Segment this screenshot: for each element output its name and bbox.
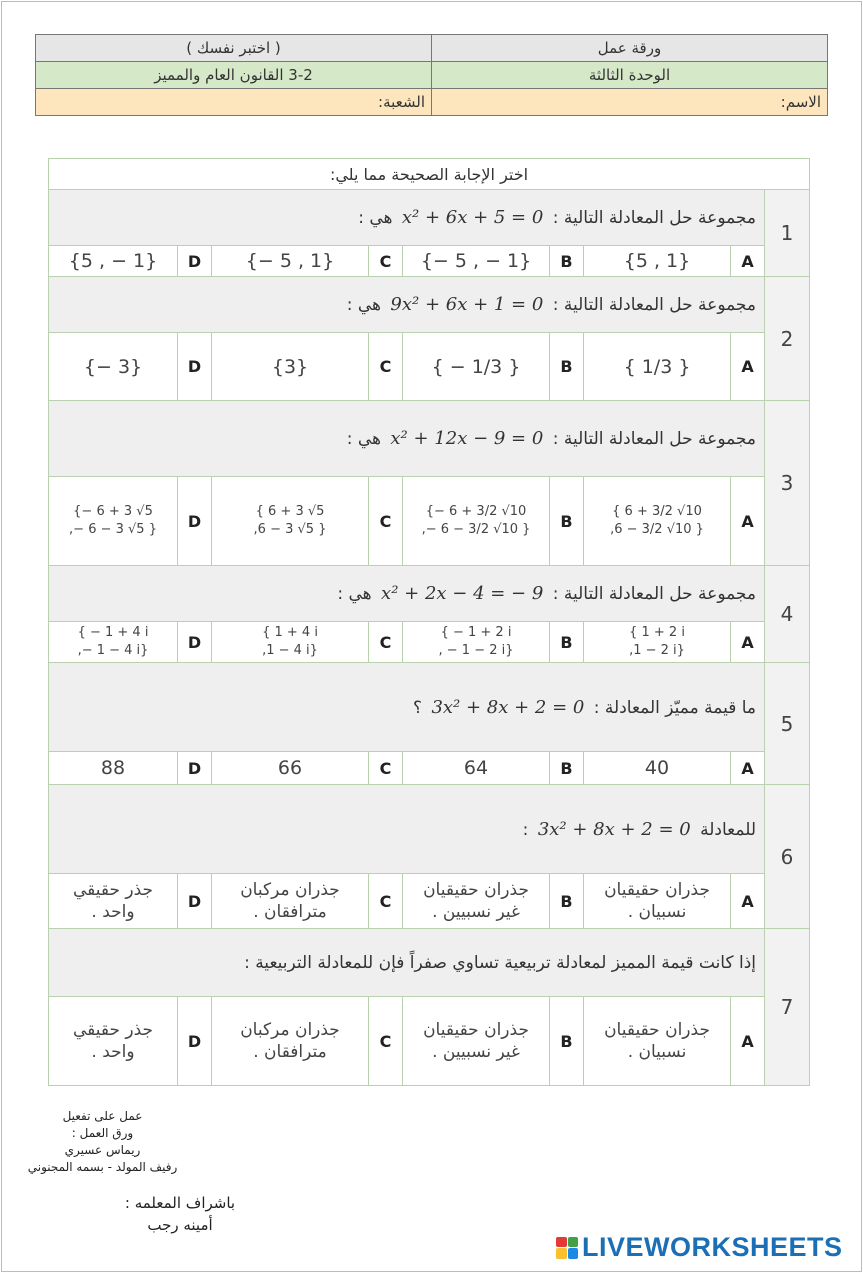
question-prompt: مجموعة حل المعادلة التالية : [552,208,757,228]
option-line: { 1 + 2 i [629,625,685,640]
option-b[interactable]: {− 5 , − 1} [403,246,550,277]
question-number: 6 [765,785,810,929]
option-c-label: C [369,246,403,277]
options-row [49,622,810,663]
option-b-label: B [550,246,584,277]
option-line: ,− 6 − 3 √5 } [69,522,157,537]
question-prompt: للمعادلة [700,819,757,840]
option-line: { 1 + 4 i [262,625,318,640]
question-number: 5 [765,663,810,785]
option-line: مترافقان . [253,902,327,922]
option-a-label: A [731,477,765,566]
option-line: مترافقان . [253,1042,327,1062]
question-prompt: إذا كانت قيمة المميز لمعادلة تربيعية تساوي صفراً فإن للمعادلة التربيعية : [244,952,757,973]
question-row [49,277,810,333]
instruction: اختر الإجابة الصحيحة مما يلي: [49,159,810,190]
option-b-label: B [550,622,584,663]
question-tail: ؟ [413,697,423,718]
quiz-table [48,158,810,1086]
unit-title: الوحدة الثالثة [432,62,828,89]
options-row [49,752,810,785]
option-b[interactable]: { − 1/3 } [403,333,550,401]
option-d[interactable]: {− 3} [49,333,178,401]
option-b[interactable] [403,997,550,1086]
option-d-label: D [178,477,212,566]
credits-line: ورق العمل : [71,1126,134,1140]
option-c-label: C [369,997,403,1086]
section-field[interactable]: الشعبة: [36,89,432,116]
option-line: جذران حقيقيان [604,1020,710,1040]
option-line: نسبيان . [627,902,687,922]
question-equation: 3x² + 8x + 2 = 0 [537,818,691,840]
option-d[interactable] [49,622,178,663]
option-d-label: D [178,333,212,401]
option-d[interactable]: 88 [49,752,178,785]
teacher-block [110,1192,250,1236]
option-a[interactable] [584,622,731,663]
option-line: ,6 − 3/2 √10 } [610,522,704,537]
credits [20,1108,185,1176]
question-text [49,929,765,997]
option-b[interactable]: 64 [403,752,550,785]
option-line: ,1 − 2 i} [629,643,685,658]
brand-text: LIVEWORKSHEETS [582,1232,843,1262]
options-row [49,246,810,277]
lesson-title: 3-2 القانون العام والمميز [36,62,432,89]
question-tail: : [522,819,529,840]
option-c-label: C [369,752,403,785]
option-a-label: A [731,333,765,401]
option-d-label: D [178,752,212,785]
question-equation: x² + 6x + 5 = 0 [401,207,544,228]
question-tail: هي : [346,429,381,449]
question-number: 2 [765,277,810,401]
option-line: واحد . [91,1042,135,1062]
self-test-title: ( اختبر نفسك ) [36,35,432,62]
option-line: { 6 + 3 √5 [255,504,325,519]
option-a[interactable]: { 1/3 } [584,333,731,401]
option-a[interactable]: 40 [584,752,731,785]
options-row [49,333,810,401]
option-d[interactable] [49,874,178,929]
question-text [49,785,765,874]
option-d-label: D [178,622,212,663]
question-text [49,401,765,477]
option-a-label: A [731,752,765,785]
option-line: ,− 6 − 3/2 √10 } [421,522,531,537]
question-row [49,401,810,477]
option-a[interactable] [584,874,731,929]
question-prompt: مجموعة حل المعادلة التالية : [552,584,757,604]
option-c[interactable] [212,477,369,566]
teacher-name: أمينه رجب [147,1216,213,1234]
liveworksheets-logo-icon [556,1237,578,1259]
option-c[interactable] [212,622,369,663]
option-line: جذر حقيقي [72,1020,154,1040]
option-b-label: B [550,333,584,401]
option-line: ,1 − 4 i} [262,643,318,658]
option-c-label: C [369,477,403,566]
question-row [49,566,810,622]
question-tail: هي : [337,584,372,604]
option-line: جذران حقيقيان [423,1020,529,1040]
option-line: { − 1 + 4 i [77,625,149,640]
option-line: جذران مركبان [240,1020,340,1040]
question-prompt: ما قيمة مميّز المعادلة : [593,697,757,718]
question-text [49,566,765,622]
option-c[interactable] [212,874,369,929]
options-row [49,874,810,929]
option-a-label: A [731,874,765,929]
option-c[interactable]: {− 5 , 1} [212,246,369,277]
option-b-label: B [550,477,584,566]
option-line: غير نسبيين . [432,1042,520,1062]
question-text [49,277,765,333]
option-b[interactable] [403,477,550,566]
option-line: غير نسبيين . [432,902,520,922]
question-row [49,190,810,246]
question-prompt: مجموعة حل المعادلة التالية : [552,295,757,315]
option-line: ,6 − 3 √5 } [253,522,327,537]
option-d[interactable] [49,477,178,566]
option-line: جذران مركبان [240,880,340,900]
worksheet-header [35,34,828,116]
option-b-label: B [550,752,584,785]
option-c-label: C [369,333,403,401]
option-c[interactable]: {3} [212,333,369,401]
question-text [49,663,765,752]
question-number: 4 [765,566,810,663]
option-line: جذران حقيقيان [423,880,529,900]
option-c-label: C [369,622,403,663]
option-line: {− 6 + 3 √5 [73,504,153,519]
teacher-label: باشراف المعلمه : [124,1194,236,1212]
credits-line: رفيف المولد - بسمه المجنوني [27,1160,178,1174]
option-line: , − 1 − 2 i} [438,643,514,658]
option-line: جذر حقيقي [72,880,154,900]
options-row [49,477,810,566]
option-line: ,− 1 − 4 i} [77,643,149,658]
option-line: { 6 + 3/2 √10 [612,504,702,519]
option-line: واحد . [91,902,135,922]
question-text [49,190,765,246]
option-a[interactable] [584,997,731,1086]
question-row [49,663,810,752]
question-equation: 3x² + 8x + 2 = 0 [431,696,585,718]
question-tail: هي : [346,295,381,315]
question-row [49,929,810,997]
option-c[interactable] [212,997,369,1086]
option-d-label: D [178,246,212,277]
question-number: 7 [765,929,810,1086]
name-field[interactable]: الاسم: [432,89,828,116]
option-line: { − 1 + 2 i [440,625,512,640]
option-d-label: D [178,997,212,1086]
option-a[interactable] [584,477,731,566]
option-a-label: A [731,997,765,1086]
question-tail: هي : [358,208,393,228]
question-number: 1 [765,190,810,277]
option-c[interactable]: 66 [212,752,369,785]
option-a-label: A [731,246,765,277]
option-a[interactable]: {5 , 1} [584,246,731,277]
worksheet-title: ورقة عمل [432,35,828,62]
question-equation: 9x² + 6x + 1 = 0 [390,294,544,315]
question-row [49,785,810,874]
option-line: نسبيان . [627,1042,687,1062]
option-b-label: B [550,997,584,1086]
option-d-label: D [178,874,212,929]
option-line: {− 6 + 3/2 √10 [425,504,527,519]
option-d[interactable]: {5 , − 1} [49,246,178,277]
credits-line: ريماس عسيري [64,1143,141,1157]
option-b-label: B [550,874,584,929]
question-prompt: مجموعة حل المعادلة التالية : [552,429,757,449]
credits-line: عمل على تفعيل [62,1109,143,1123]
option-line: جذران حقيقيان [604,880,710,900]
question-equation: x² + 2x − 4 = − 9 [381,583,544,604]
option-b[interactable] [403,622,550,663]
option-b[interactable] [403,874,550,929]
question-equation: x² + 12x − 9 = 0 [390,428,544,449]
option-c-label: C [369,874,403,929]
question-number: 3 [765,401,810,566]
options-row [49,997,810,1086]
option-d[interactable] [49,997,178,1086]
liveworksheets-brand[interactable] [556,1232,843,1263]
option-a-label: A [731,622,765,663]
